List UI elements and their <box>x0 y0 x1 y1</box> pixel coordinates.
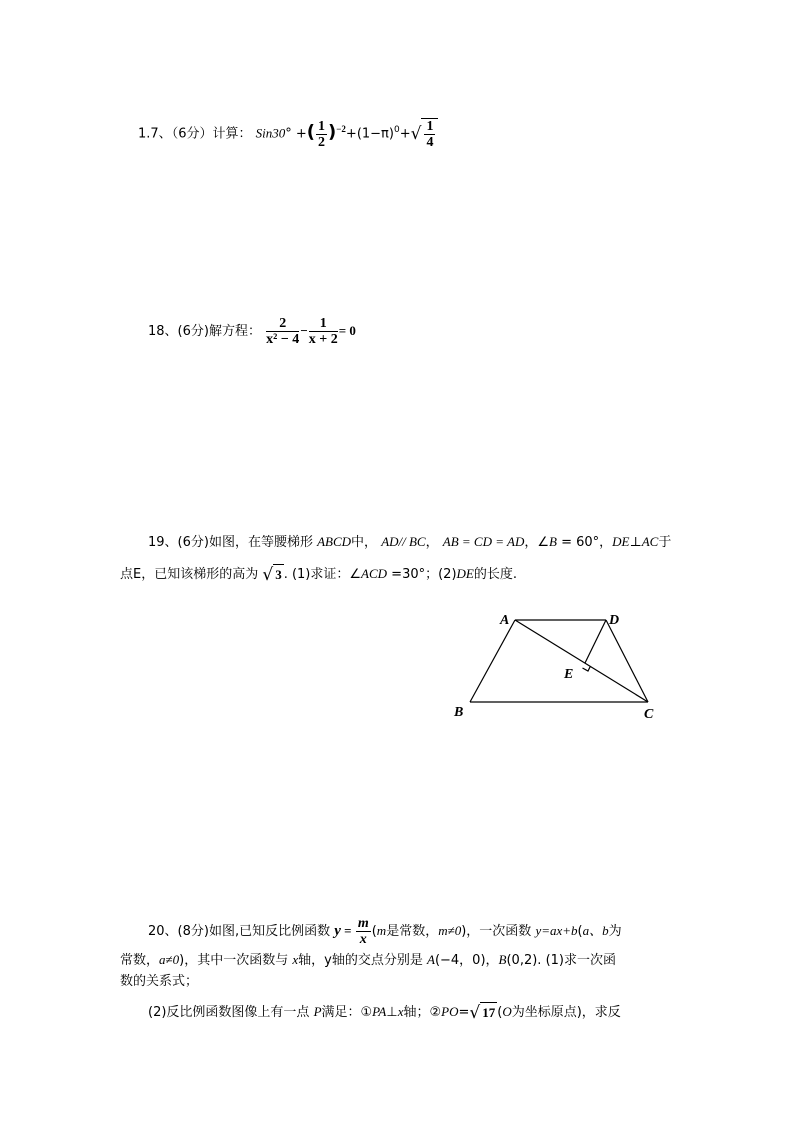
q19-sqrt3: 3 <box>273 564 284 585</box>
q20-o: O <box>502 1004 512 1019</box>
q17-paren: (1−π) <box>356 126 394 142</box>
q20-text: ⊥ <box>386 1005 398 1020</box>
q19-text: 中， <box>351 535 382 550</box>
q18-label: 解方程： <box>208 324 261 339</box>
q20-mneq: m≠0 <box>438 923 462 938</box>
q20-x: x <box>359 932 367 947</box>
q20-po: PO <box>441 1004 459 1019</box>
q19-de-ac: DE⊥AC <box>612 534 659 549</box>
q19-text: = 60°， <box>556 535 613 550</box>
q20-text: ( <box>371 924 377 939</box>
q17-plus3: + <box>399 126 411 142</box>
q19-de: DE <box>456 566 474 581</box>
q17-fraction <box>316 119 327 150</box>
label-c: C <box>644 707 654 722</box>
q18-minus: − <box>300 323 308 338</box>
q18-f1-num: 2 <box>266 316 299 332</box>
q19-text: 点E，已知该梯形的高为 <box>120 567 263 582</box>
label-d: D <box>609 613 620 628</box>
q20-text: 20、(8分)如图,已知反比例函数 <box>148 924 335 939</box>
q19-text: . (1)求证：∠ <box>283 567 362 582</box>
question-20-line-3 <box>120 972 198 992</box>
segment-ab <box>470 620 515 702</box>
q19-text: ，∠ <box>524 535 549 550</box>
q20-text: (0,2). (1)求一次函 <box>506 953 616 968</box>
q19-b: B <box>549 534 557 549</box>
q20-text: )，一次函数 <box>461 924 536 939</box>
segment-ac <box>515 620 648 702</box>
q20-eq: = <box>340 923 355 938</box>
q20-pa: A <box>426 952 435 967</box>
q20-text: 为坐标原点)，求反 <box>511 1005 621 1020</box>
q20-text: ( <box>497 1005 503 1020</box>
q20-yaxb: y=ax+b <box>535 923 578 938</box>
q17-plus2: + <box>345 126 357 142</box>
q20-fraction <box>356 916 371 947</box>
question-19-line-2: 点E，已知该梯形的高为 √ 3 . (1)求证：∠ACD =30°；(2)DE的长度. <box>120 564 518 585</box>
q17-frac-den: 2 <box>318 134 326 150</box>
q17-frac-num: 1 <box>318 118 326 134</box>
q19-ab-cd-ad: AB = CD = AD <box>442 534 525 549</box>
q18-eq: = 0 <box>338 323 356 338</box>
q20-pa-x: PA <box>372 1004 387 1019</box>
q20-text: = <box>458 1005 470 1020</box>
q20-sqrt17: 17 <box>480 1002 497 1023</box>
q17-plus1: + <box>295 126 307 142</box>
label-a: A <box>500 613 510 628</box>
q20-text: ( <box>577 924 583 939</box>
q18-f1-den: x² − 4 <box>266 332 300 347</box>
q20-m: m <box>357 916 369 931</box>
q20-text: (2)反比例函数图像上有一点 <box>148 1005 314 1020</box>
q17-sqrt-den: 4 <box>426 135 434 150</box>
q18-f2-num: 1 <box>309 316 338 332</box>
q18-score: (6分) <box>177 324 209 339</box>
q19-text: =30°；(2) <box>387 567 457 582</box>
q20-text: 是常数， <box>386 924 439 939</box>
q19-acd: ACD <box>361 566 388 581</box>
q20-text: 常数， <box>120 953 160 968</box>
question-20-line-1 <box>148 916 622 947</box>
q20-pb: B <box>498 952 507 967</box>
label-e: E <box>564 667 574 682</box>
q18-fraction-2 <box>309 316 338 347</box>
q19-text: 19、(6分)如图，在等腰梯形 <box>148 535 318 550</box>
segment-de <box>585 620 606 663</box>
trapezoid-figure <box>448 606 668 726</box>
q20-xaxis: x <box>292 952 299 967</box>
q18-fraction-1 <box>266 316 299 347</box>
q19-ad-bc: AD// BC <box>381 534 426 549</box>
q17-score: （6分） <box>171 126 213 142</box>
q17-sqrt-num: 1 <box>426 119 434 134</box>
q19-text: ， <box>425 535 443 550</box>
q20-y: y <box>334 923 341 939</box>
q18-f2-den: x + 2 <box>308 332 338 347</box>
q20-text: )，其中一次函数与 <box>179 953 293 968</box>
question-17: 1.7、（6分）计算： Sin30° +( $\frac{1}{2}$ )$^{-2}+(1-\pi)^0+√$ $\frac{1}{4}$ <box>138 118 438 150</box>
question-18 <box>148 316 356 347</box>
q19-abcd: ABCD <box>317 534 352 549</box>
q17-label: 计算： <box>212 126 252 142</box>
q20-text: 轴，y轴的交点分别是 <box>298 953 427 968</box>
q17-number: 1.7、 <box>138 126 172 142</box>
q20-ab: a、b <box>582 923 609 938</box>
q20-aneq: a≠0 <box>159 952 180 967</box>
q20-p: P <box>313 1004 322 1019</box>
q20-m2: m <box>376 923 387 938</box>
question-20-line-2 <box>120 950 616 971</box>
question-19-line-1 <box>148 532 671 553</box>
q20-text: 数的关系式； <box>120 974 199 989</box>
q17-zero: 0 <box>393 125 400 136</box>
right-angle-mark <box>583 666 591 671</box>
q20-text: 为 <box>608 924 622 939</box>
label-b: B <box>454 705 464 720</box>
q20-text: (−4，0)， <box>434 953 499 968</box>
question-20-line-4: (2)反比例函数图像上有一点 P满足：①PA⊥x轴；②PO=√ 17 (O为坐标原点)，求反 <box>148 1002 621 1023</box>
q17-exp: −2 <box>336 124 346 135</box>
q18-number: 18、 <box>148 324 178 339</box>
q19-text: 的长度. <box>473 567 518 582</box>
q20-text: 轴；② <box>403 1005 442 1020</box>
q20-text: 满足：① <box>321 1005 373 1020</box>
q17-sqrt <box>421 118 438 150</box>
q17-deg: ° <box>285 126 292 142</box>
q19-text: 于 <box>658 535 672 550</box>
q17-sin: Sin30 <box>255 125 286 141</box>
q20-x2: x <box>397 1004 404 1019</box>
